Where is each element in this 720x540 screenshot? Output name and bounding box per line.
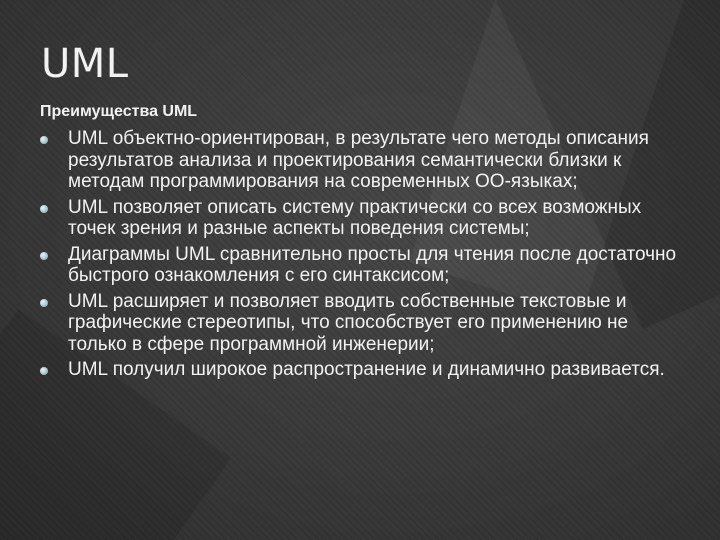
bullet-text: UML объектно-ориентирован, в результате чего методы описания результатов анализа и проектирования семантически близки к методам программирования на современных ОО-языках; xyxy=(68,128,649,192)
bullet-list xyxy=(0,128,700,385)
bullet-dot-icon xyxy=(40,252,48,260)
bullet-text: Диаграммы UML сравнительно просты для чтения после достаточно быстрого ознакомления с его синтаксисом; xyxy=(68,243,677,286)
bullet-item xyxy=(0,359,700,381)
slide-subtitle: Преимущества UML xyxy=(40,103,198,120)
bullet-dot-icon xyxy=(40,136,48,144)
bullet-text: UML позволяет описать систему практически со всех возможных точек зрения и разные аспекты поведения системы; xyxy=(68,196,642,239)
bullet-item xyxy=(0,128,700,193)
slide-title: UML xyxy=(41,41,129,87)
bullet-dot-icon xyxy=(40,205,48,213)
bullet-dot-icon xyxy=(40,367,48,375)
bullet-item xyxy=(0,291,700,356)
bullet-item xyxy=(0,244,700,287)
bullet-dot-icon xyxy=(40,299,48,307)
bullet-text: UML расширяет и позволяет вводить собственные текстовые и графические стереотипы, что способствует его применению не только в сфере программной инженерии; xyxy=(68,290,629,355)
bullet-item xyxy=(0,197,700,240)
bullet-text: UML получил широкое распространение и динамично развивается. xyxy=(68,359,665,380)
